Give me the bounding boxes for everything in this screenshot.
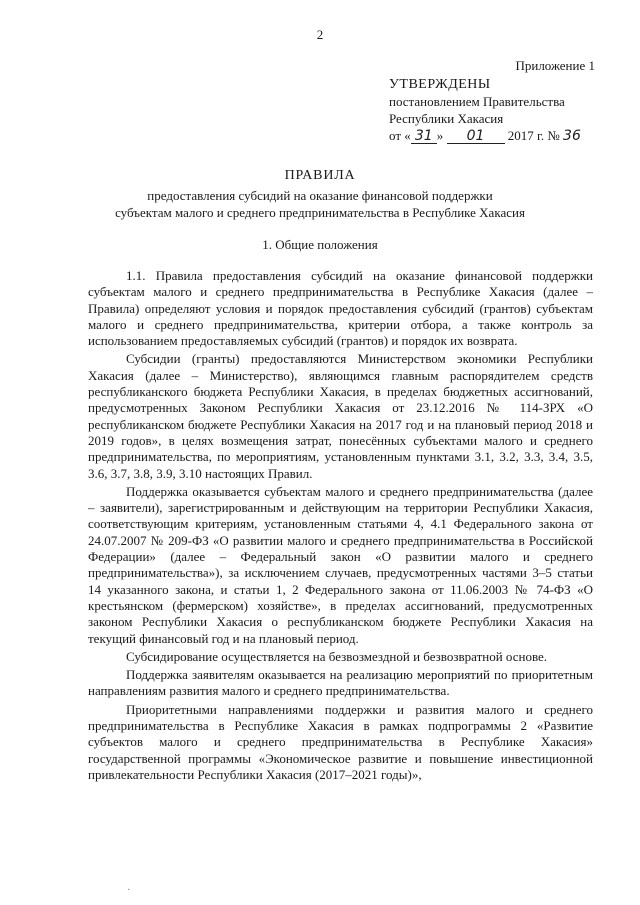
paragraph-priority-directions: Приоритетными направлениями поддержки и развития малого и среднего предпринимательства в Республике Хакасия в рамках подпрограммы 2 «Развитие субъектов малого и среднего предпринимательства в Республике Хакасия» государственной программы «Экономическое развитие и повышение инвестиционной привлекательности Республики Хакасия (2017–2021 годы)», [88,701,593,782]
approval-heading: УТВЕРЖДЕНЫ [389,77,491,92]
paragraph-subsidizing: Субсидирование осуществляется на безвозмездной и безвозвратной основе. [126,648,548,664]
approval-line-2: Республики Хакасия [389,111,504,126]
paragraph-1-1: 1.1. Правила предоставления субсидий на оказание финансовой поддержки субъектам малого и среднего предпринимательства в Республике Хакасия (далее – Правила) определяют условия и порядок предоставления субсидий (грантов) субъектам малого и среднего предпринимательства, критерии отбора, а также контроль за использованием предоставляемых субсидий (грантов) и порядок их возврата. [88,268,593,349]
handwritten-day: 31 [411,129,437,144]
page-number: 2 [316,27,324,42]
appendix-label: Приложение 1 [515,58,595,73]
paragraph-support-priority: Поддержка заявителям оказывается на реализацию мероприятий по приоритетным направлениям развития малого и среднего предпринимательства. [88,667,593,699]
handwritten-number: 36 [563,128,581,144]
approval-line-1: постановлением Правительства [389,94,565,109]
year-text: 2017 г. № [504,128,564,143]
paragraph-subsidies: Субсидии (гранты) предоставляются Министерством экономики Республики Хакасия (далее – Министерство), являющимся главным распорядителем средств республиканского бюджета Республики Хакасия, в пределах бюджетных ассигнований, предусмотренных Законом Республики Хакасия от 23.12.2016 № 114-ЗРХ «О республиканском бюджете Республики Хакасия на 2017 год и на плановый период 2018 и 2019 годов», в целях возмещения затрат, понесённых субъектами малого и среднего предпринимательства, по мероприятиям, установленным пунктами 3.1, 3.2, 3.3, 3.4, 3.5, 3.6, 3.7, 3.8, 3.9, 3.10 настоящих Правил. [88,351,593,481]
handwritten-month: 01 [447,129,505,144]
section-heading: 1. Общие положения [262,237,378,252]
document-subtitle [20,187,620,221]
date-prefix: от « [389,128,411,143]
subtitle-line-2: субъектам малого и среднего предпринимательства в Республике Хакасия [115,205,525,220]
paragraph-support: Поддержка оказывается субъектам малого и среднего предпринимательства (далее – заявители), зарегистрированным и действующим на территории Республики Хакасия, соответствующим критериям, установленным статьями 4, 4.1 Федерального закона от 24.07.2007 № 209-ФЗ «О развитии малого и среднего предпринимательства в Российской Федерации» (далее – Федеральный закон «О развитии малого и среднего предпринимательства»), за исключением случаев, предусмотренных частями 3–5 статьи 14 указанного закона, и статьи 1, 2 Федерального закона от 11.06.2003 № 74-ФЗ «О крестьянском (фермерском) хозяйстве», в пределах ассигнований, предусмотренных законом Республики Хакасия о республиканском бюджете Республики Хакасия на текущий финансовый год и на плановый период. [88,483,593,646]
subtitle-line-1: предоставления субсидий на оказание финансовой поддержки [147,188,493,203]
approval-block [389,76,619,145]
document-title: ПРАВИЛА [284,168,356,183]
date-mid: » [436,128,447,143]
scan-mark: · [127,885,131,896]
approval-date-line [389,127,619,145]
document-body [88,268,593,785]
